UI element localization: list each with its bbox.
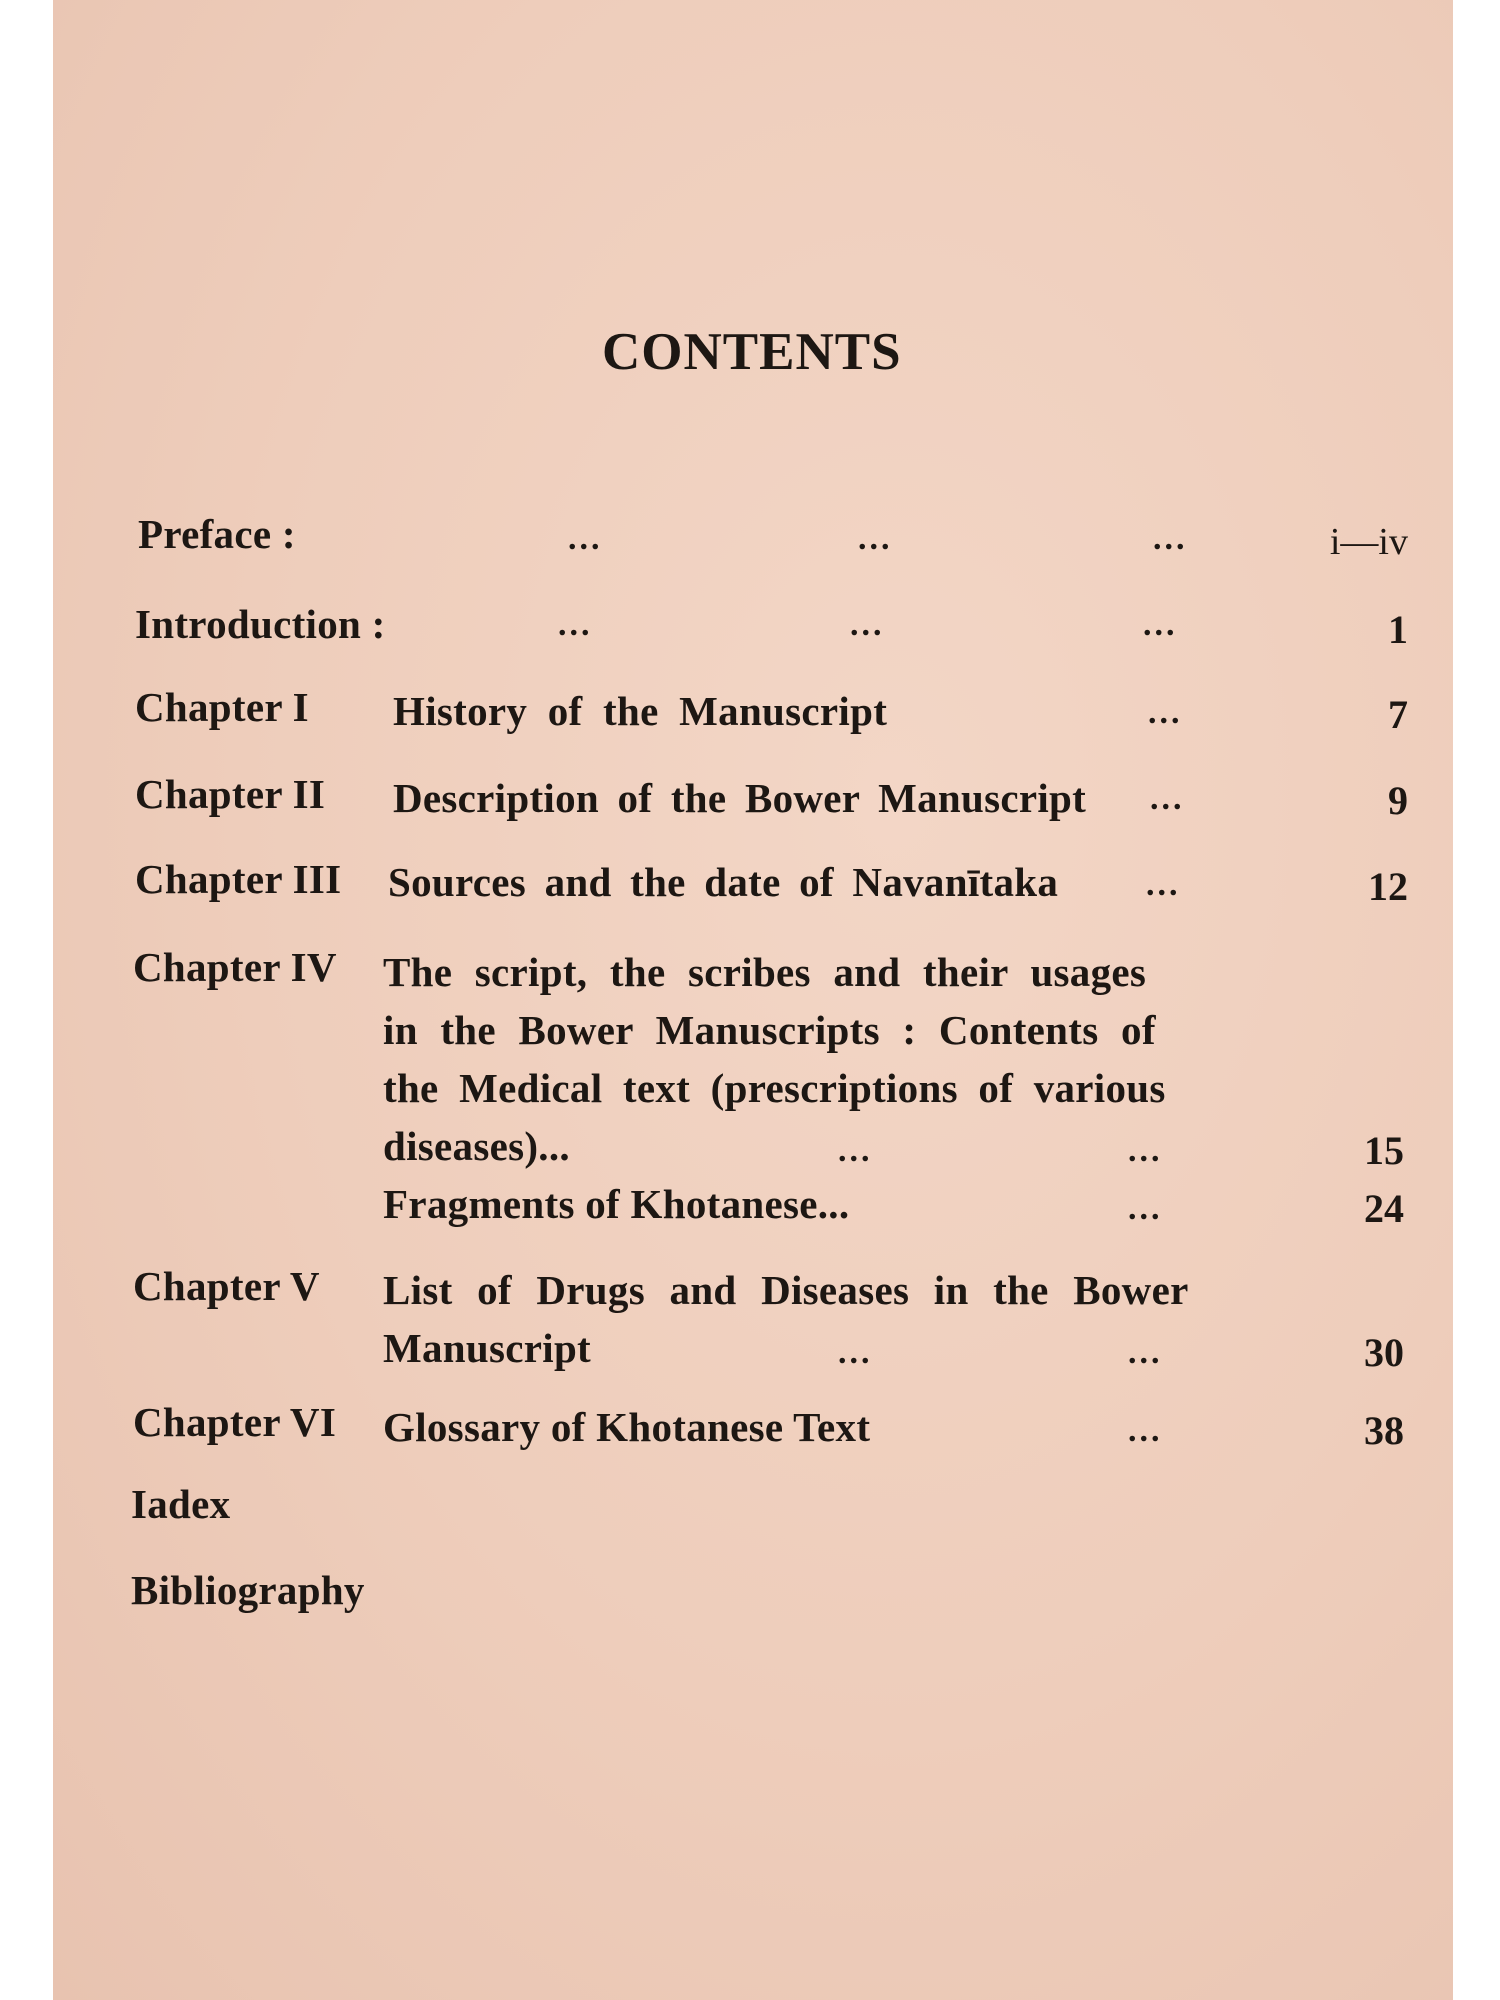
leader-dots: ... <box>850 606 885 643</box>
leader-dots: ... <box>1153 520 1188 557</box>
leader-dots: ... <box>558 606 593 643</box>
chapter-title: Sources and the date of Navanītaka <box>388 859 1059 905</box>
chapter-label: Chapter V <box>133 1263 320 1309</box>
chapter-label: Chapter VI <box>133 1399 337 1445</box>
page-number: 7 <box>1388 692 1408 737</box>
page-number: 30 <box>1364 1330 1404 1375</box>
chapter-title-line: Manuscript <box>383 1325 591 1371</box>
chapter-title-line: in the Bower Manuscripts : Contents of <box>383 1007 1156 1053</box>
leader-dots: ... <box>1148 694 1183 731</box>
leader-dots: ... <box>1128 1334 1163 1371</box>
page-number: 38 <box>1364 1408 1404 1453</box>
page-number: i—iv <box>1329 521 1408 563</box>
page-number: 15 <box>1364 1128 1404 1173</box>
chapter-title: Description of the Bower Manuscript <box>393 775 1087 821</box>
chapter-label: Chapter I <box>135 684 309 730</box>
bibliography-label: Bibliography <box>131 1567 365 1613</box>
leader-dots: ... <box>568 520 603 557</box>
page-number: 24 <box>1364 1186 1404 1231</box>
leader-dots: ... <box>1150 780 1185 817</box>
chapter-title: History of the Manuscript <box>393 688 888 734</box>
index-label: Iadex <box>131 1481 231 1527</box>
chapter-title: Glossary of Khotanese Text <box>383 1404 871 1450</box>
leader-dots: ... <box>1143 606 1178 643</box>
chapter-title-line: List of Drugs and Diseases in the Bower <box>383 1267 1189 1313</box>
chapter-title-line: The script, the scribes and their usages <box>383 949 1147 995</box>
leader-dots: ... <box>858 520 893 557</box>
leader-dots: ... <box>1146 866 1181 903</box>
leader-dots: ... <box>838 1334 873 1371</box>
leader-dots: ... <box>1128 1190 1163 1227</box>
page-number: 12 <box>1368 864 1408 909</box>
chapter-title-line: the Medical text (prescriptions of various <box>383 1065 1166 1111</box>
leader-dots: ... <box>1128 1132 1163 1169</box>
leader-dots: ... <box>838 1132 873 1169</box>
preface-label: Preface : <box>138 511 296 557</box>
chapter-label: Chapter II <box>135 771 326 817</box>
chapter-title-line: diseases)... <box>383 1123 570 1169</box>
chapter-label: Chapter IV <box>133 944 337 990</box>
section-title: Fragments of Khotanese... <box>383 1181 850 1227</box>
leader-dots: ... <box>1128 1412 1163 1449</box>
introduction-label: Introduction : <box>135 601 386 647</box>
page-number: 1 <box>1388 607 1408 652</box>
page-number: 9 <box>1388 778 1408 823</box>
chapter-label: Chapter III <box>135 856 342 902</box>
book-page: CONTENTS Preface : ... ... ... i—iv Introduction : ... ... ... 1 Chapter I History of the Manuscript ... 7 Chapter II Description of the Bower Manuscript ... 9 Chapter III Sources and the date of Navanītaka ... 12 Chapter IV The script, the scribes and their usages in the Bower Manuscripts : Contents of the Medical text (prescriptions of various diseases)... ... ... 15 Fragments of Khotanese... ... 24 Chapter V List of Drugs and Diseases in the Bower Manuscript ... ... 30 Chapter VI Glossary of Khotanese Text ... 38 Iadex Bibliography <box>53 0 1453 2000</box>
